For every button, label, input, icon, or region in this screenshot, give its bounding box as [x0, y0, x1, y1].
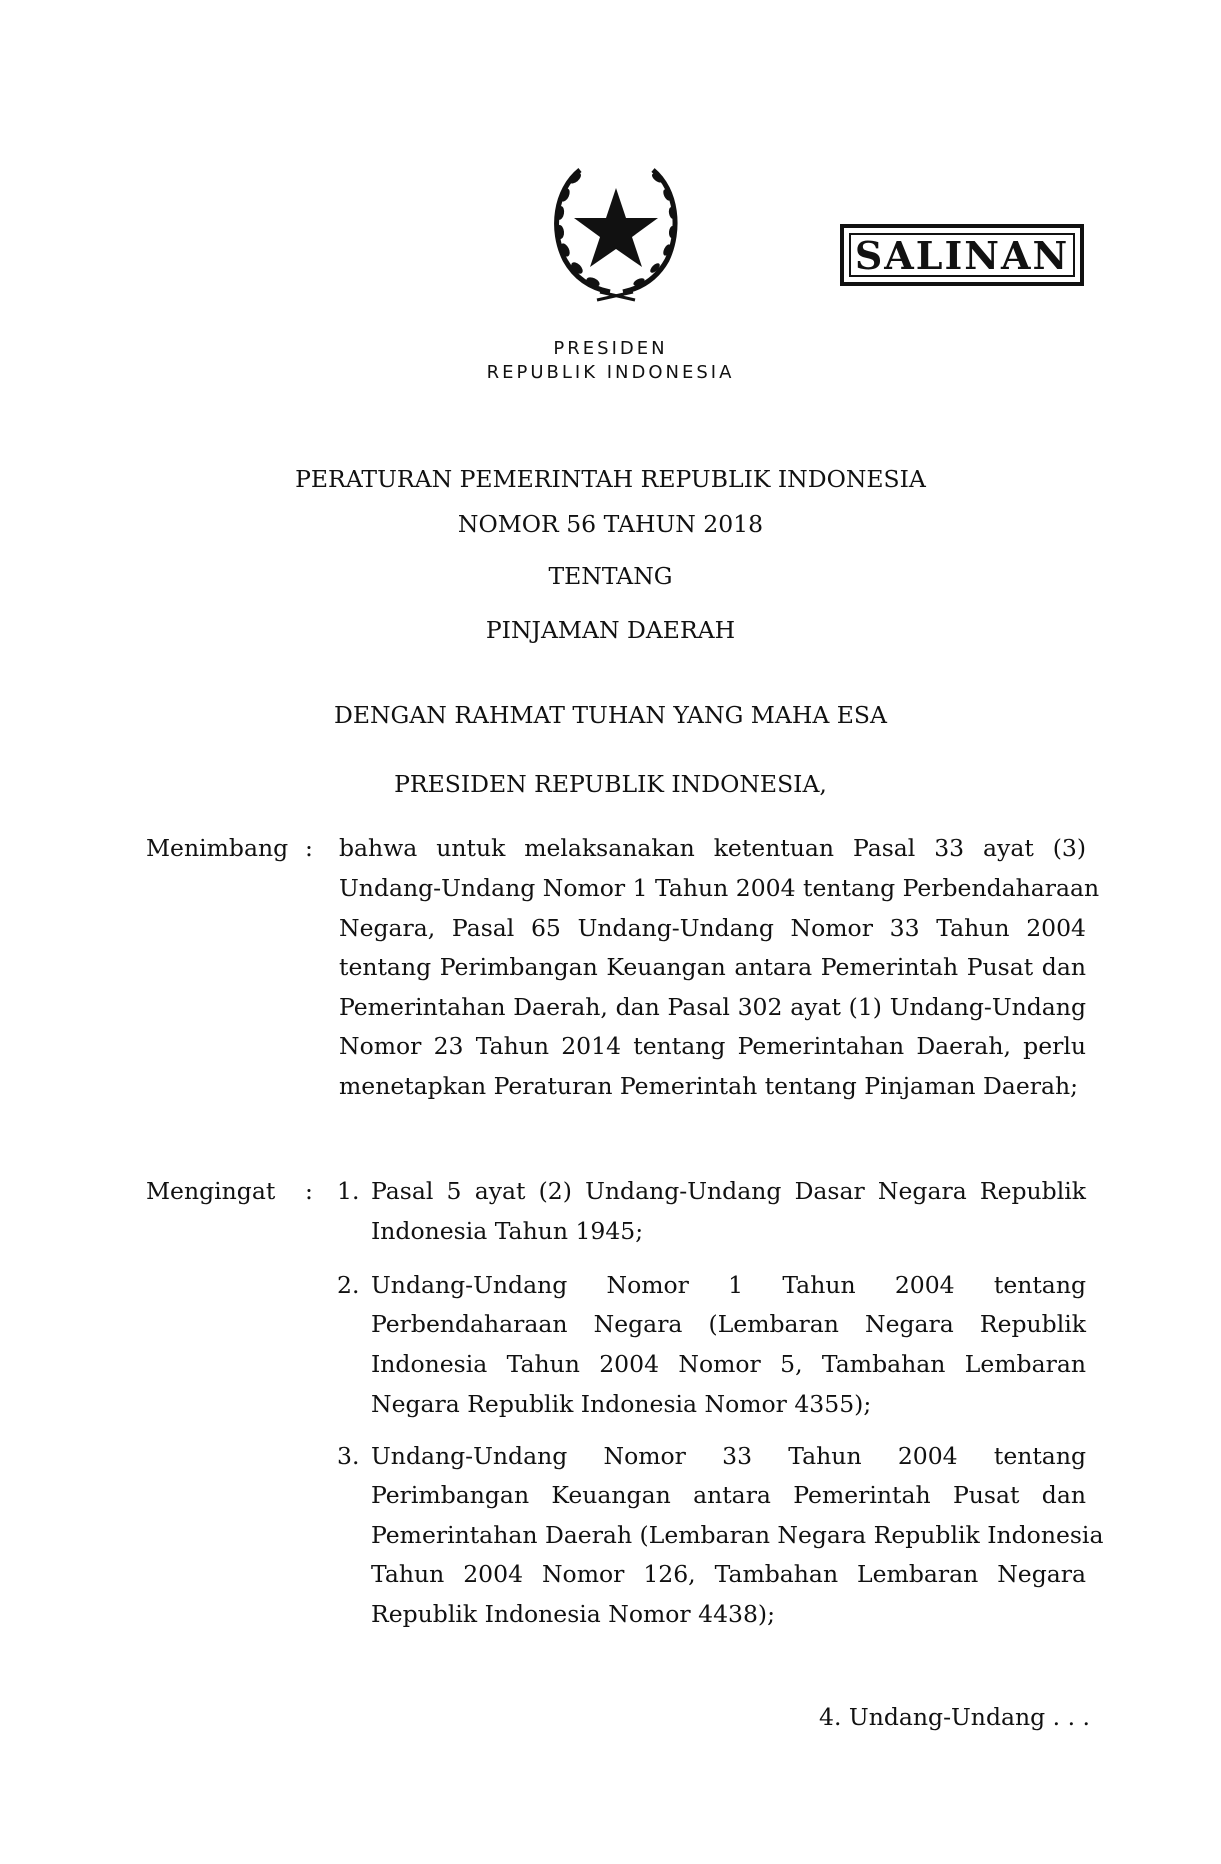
continuation-marker: 4. Undang-Undang . . . — [819, 1703, 1090, 1731]
menimbang-line: Undang-Undang Nomor 1 Tahun 2004 tentang Perbendaharaan — [339, 874, 1100, 902]
menimbang-line: bahwa untuk melaksanakan ketentuan Pasal 33 ayat (3) — [339, 834, 1086, 862]
institution-line-2: REPUBLIK INDONESIA — [486, 362, 735, 383]
garuda-star-emblem-icon — [535, 150, 695, 310]
menimbang-line: tentang Perimbangan Keuangan antara Pemerintah Pusat dan — [339, 953, 1086, 981]
mengingat-item-line: Perbendaharaan Negara (Lembaran Negara Republik — [371, 1310, 1086, 1338]
mengingat-item-line: Tahun 2004 Nomor 126, Tambahan Lembaran Negara — [371, 1560, 1086, 1588]
mengingat-item-number: 1. — [337, 1177, 360, 1205]
mengingat-item-line: Pemerintahan Daerah (Lembaran Negara Republik Indonesia — [371, 1521, 1104, 1549]
mengingat-item-number: 3. — [337, 1442, 360, 1470]
regulation-title: PERATURAN PEMERINTAH REPUBLIK INDONESIA — [295, 465, 926, 493]
mengingat-item-line: Perimbangan Keuangan antara Pemerintah Pusat dan — [371, 1481, 1086, 1509]
menimbang-colon: : — [305, 834, 313, 862]
mengingat-colon: : — [305, 1177, 313, 1205]
regulation-subject: PINJAMAN DAERAH — [485, 616, 736, 644]
mengingat-item-number: 2. — [337, 1271, 360, 1299]
institution-line-1: PRESIDEN — [553, 338, 668, 359]
mengingat-item-line: Pasal 5 ayat (2) Undang-Undang Dasar Negara Republik — [371, 1177, 1086, 1205]
mengingat-label: Mengingat — [146, 1177, 276, 1205]
salinan-stamp — [840, 224, 1084, 286]
blessing-line: DENGAN RAHMAT TUHAN YANG MAHA ESA — [333, 701, 888, 729]
menimbang-label: Menimbang — [146, 834, 289, 862]
menimbang-line: Nomor 23 Tahun 2014 tentang Pemerintahan Daerah, perlu — [339, 1032, 1086, 1060]
mengingat-item-line: Negara Republik Indonesia Nomor 4355); — [371, 1390, 872, 1418]
mengingat-item-line: Undang-Undang Nomor 1 Tahun 2004 tentang — [371, 1271, 1086, 1299]
stamp-label: SALINAN — [849, 233, 1075, 277]
menimbang-line: Negara, Pasal 65 Undang-Undang Nomor 33 Tahun 2004 — [339, 914, 1086, 942]
menimbang-line: Pemerintahan Daerah, dan Pasal 302 ayat (1) Undang-Undang — [339, 993, 1086, 1021]
mengingat-item-line: Undang-Undang Nomor 33 Tahun 2004 tentang — [371, 1442, 1086, 1470]
mengingat-item-line: Indonesia Tahun 1945; — [371, 1217, 644, 1245]
issuer-line: PRESIDEN REPUBLIK INDONESIA, — [394, 770, 827, 798]
regulation-about: TENTANG — [548, 562, 673, 590]
mengingat-item-line: Indonesia Tahun 2004 Nomor 5, Tambahan Lembaran — [371, 1350, 1086, 1378]
mengingat-item-line: Republik Indonesia Nomor 4438); — [371, 1600, 776, 1628]
menimbang-line: menetapkan Peraturan Pemerintah tentang Pinjaman Daerah; — [339, 1072, 1079, 1100]
regulation-number: NOMOR 56 TAHUN 2018 — [457, 510, 764, 538]
